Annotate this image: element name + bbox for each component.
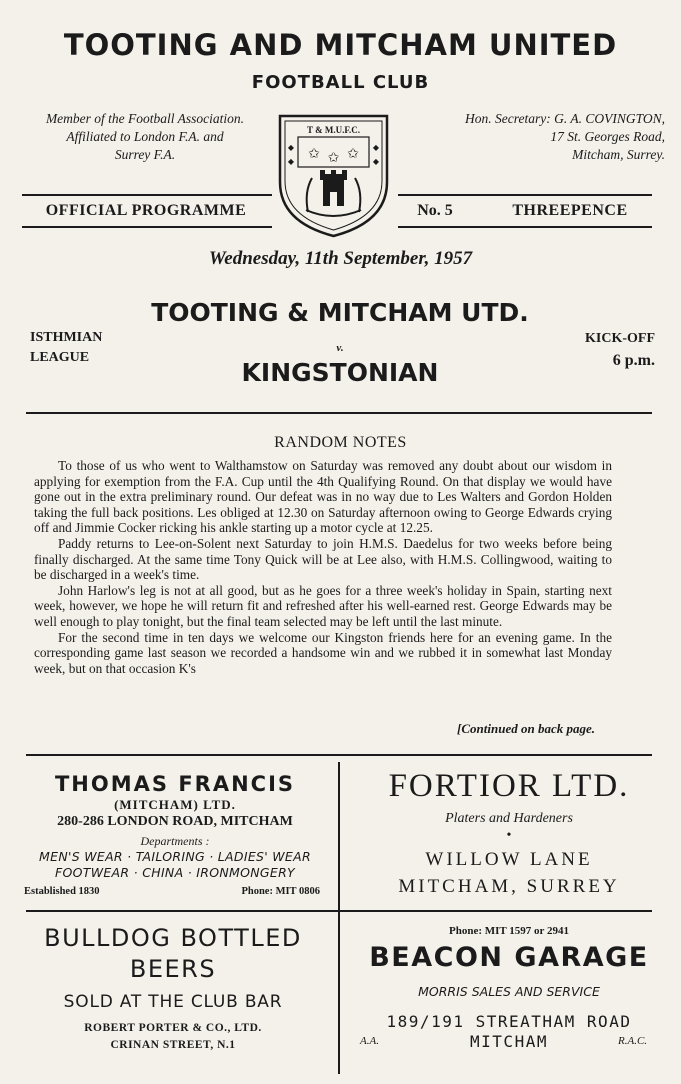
notes-paragraph: Paddy returns to Lee-on-Solent next Saturday to join H.M.S. Daedelus for two weeks before being finally discharged. At the same time Tony Quick will be at Lee also, with H.M.S. Collingwood, waiting to be discharged in a week's time. xyxy=(34,535,612,583)
ad-beacon-address: 189/191 STREATHAM ROAD xyxy=(386,1012,632,1031)
ad-thomas-francis-sub: (MITCHAM) LTD. xyxy=(114,797,236,812)
ad-thomas-francis-phone: Phone: MIT 0806 xyxy=(241,886,320,897)
ad-fortior-sub: Platers and Hardeners xyxy=(445,811,573,826)
match-date: Wednesday, 11th September, 1957 xyxy=(208,248,473,269)
divider xyxy=(26,412,652,414)
kickoff-label: KICK-OFF xyxy=(585,331,655,346)
divider xyxy=(22,226,272,228)
notes-paragraph: For the second time in ten days we welcome our Kingston friends here for an evening game. In the corresponding game last season we recorded a handsome win and we rubbed it in somewhat last Monday week, but on that occasion K's xyxy=(34,629,612,676)
away-team: KINGSTONIAN xyxy=(241,358,439,387)
ad-thomas-francis-departments: FOOTWEAR · CHINA · IRONMONGERY xyxy=(55,865,295,880)
svg-text:◆: ◆ xyxy=(287,157,295,166)
secretary-address xyxy=(400,110,665,164)
ad-thomas-francis-established: Established 1830 xyxy=(24,886,100,897)
home-team: TOOTING & MITCHAM UTD. xyxy=(151,298,529,327)
club-name: TOOTING AND MITCHAM UNITED xyxy=(63,28,618,62)
issue-number: No. 5 xyxy=(417,202,453,219)
ad-beacon-service: MORRIS SALES AND SERVICE xyxy=(418,984,600,999)
ad-beacon-aa: A.A. xyxy=(360,1035,379,1047)
continued-note: [Continued on back page. xyxy=(457,721,595,736)
ad-bulldog-title: BEERS xyxy=(129,955,217,983)
affiliations xyxy=(20,110,270,164)
notes-body xyxy=(34,458,612,676)
ad-fortior-name: FORTIOR LTD. xyxy=(388,768,630,804)
club-subtitle: FOOTBALL CLUB xyxy=(251,72,430,93)
programme-label: OFFICIAL PROGRAMME xyxy=(45,202,247,219)
ad-bulldog-tagline: SOLD AT THE CLUB BAR xyxy=(63,992,283,1012)
affiliation-line: Affiliated to London F.A. and xyxy=(66,129,224,144)
ad-thomas-francis-departments: MEN'S WEAR · TAILORING · LADIES' WEAR xyxy=(39,849,311,864)
club-crest-icon xyxy=(276,112,391,240)
competition-line: LEAGUE xyxy=(30,350,90,365)
divider xyxy=(22,194,272,196)
ad-bulldog-address: CRINAN STREET, N.1 xyxy=(110,1039,236,1051)
svg-text:◆: ◆ xyxy=(372,143,380,152)
competition-line: ISTHMIAN xyxy=(30,330,103,345)
ad-beacon-rac: R.A.C. xyxy=(618,1035,648,1047)
secretary-line: 17 St. Georges Road, xyxy=(550,129,665,144)
svg-text:✩: ✩ xyxy=(308,147,320,162)
secretary-line: Hon. Secretary: G. A. COVINGTON, xyxy=(465,111,665,126)
affiliation-line: Member of the Football Association. xyxy=(45,111,245,126)
notes-paragraph: John Harlow's leg is not at all good, but as he goes for a three week's holiday in Spain, starting next week, however, we hope he will return fit and refreshed after his well-earned rest. George Edwards may be well enough to play tonight, but the final team selected may be left until the last minute. xyxy=(34,582,612,629)
ad-fortior-bullet: • xyxy=(506,828,512,843)
svg-text:✩: ✩ xyxy=(327,151,340,166)
ad-thomas-francis-name: THOMAS FRANCIS xyxy=(54,772,296,796)
ad-bulldog-company: ROBERT PORTER & CO., LTD. xyxy=(84,1022,262,1034)
affiliation-line: Surrey F.A. xyxy=(114,147,176,162)
programme-price: THREEPENCE xyxy=(512,202,628,219)
ad-beacon-name: BEACON GARAGE xyxy=(369,942,649,973)
kickoff-time: 6 p.m. xyxy=(612,352,655,369)
kickoff xyxy=(560,328,655,372)
ad-beacon-phone: Phone: MIT 1597 or 2941 xyxy=(449,925,569,937)
divider xyxy=(26,754,652,756)
ad-fortior-address: WILLOW LANE xyxy=(425,849,593,870)
ad-bulldog-title: BULLDOG BOTTLED xyxy=(44,924,302,952)
notes-paragraph: To those of us who went to Walthamstow on Saturday was removed any doubt about our wisdom in applying for exemption from the F.A. Cup until the 4th Qualifying Round. On that display we would have gone out in the extra preliminary round. Our defeat was in no way due to Les Walters and Gordon Holden taking the full back positions. Les obliged at 12.30 on Saturday afternoon owing to George Edwards crying off and Jimmie Cocker ricking his ankle starting up a motor cycle at 12.25. xyxy=(34,458,612,536)
ad-thomas-francis-address: 280-286 LONDON ROAD, MITCHAM xyxy=(57,814,293,829)
secretary-line: Mitcham, Surrey. xyxy=(572,147,665,162)
divider xyxy=(338,762,340,1074)
divider xyxy=(398,226,652,228)
crest-text: T & M.U.F.C. xyxy=(306,125,361,135)
svg-text:◆: ◆ xyxy=(372,157,380,166)
ad-fortior-address: MITCHAM, SURREY xyxy=(398,876,620,897)
ad-thomas-francis-departments-label: Departments : xyxy=(140,834,210,848)
ad-beacon-town: MITCHAM xyxy=(470,1032,548,1051)
versus: v. xyxy=(336,342,344,354)
svg-text:✩: ✩ xyxy=(347,147,359,162)
notes-title: RANDOM NOTES xyxy=(274,434,407,451)
competition xyxy=(30,328,102,368)
svg-text:◆: ◆ xyxy=(287,143,295,152)
divider xyxy=(398,194,652,196)
